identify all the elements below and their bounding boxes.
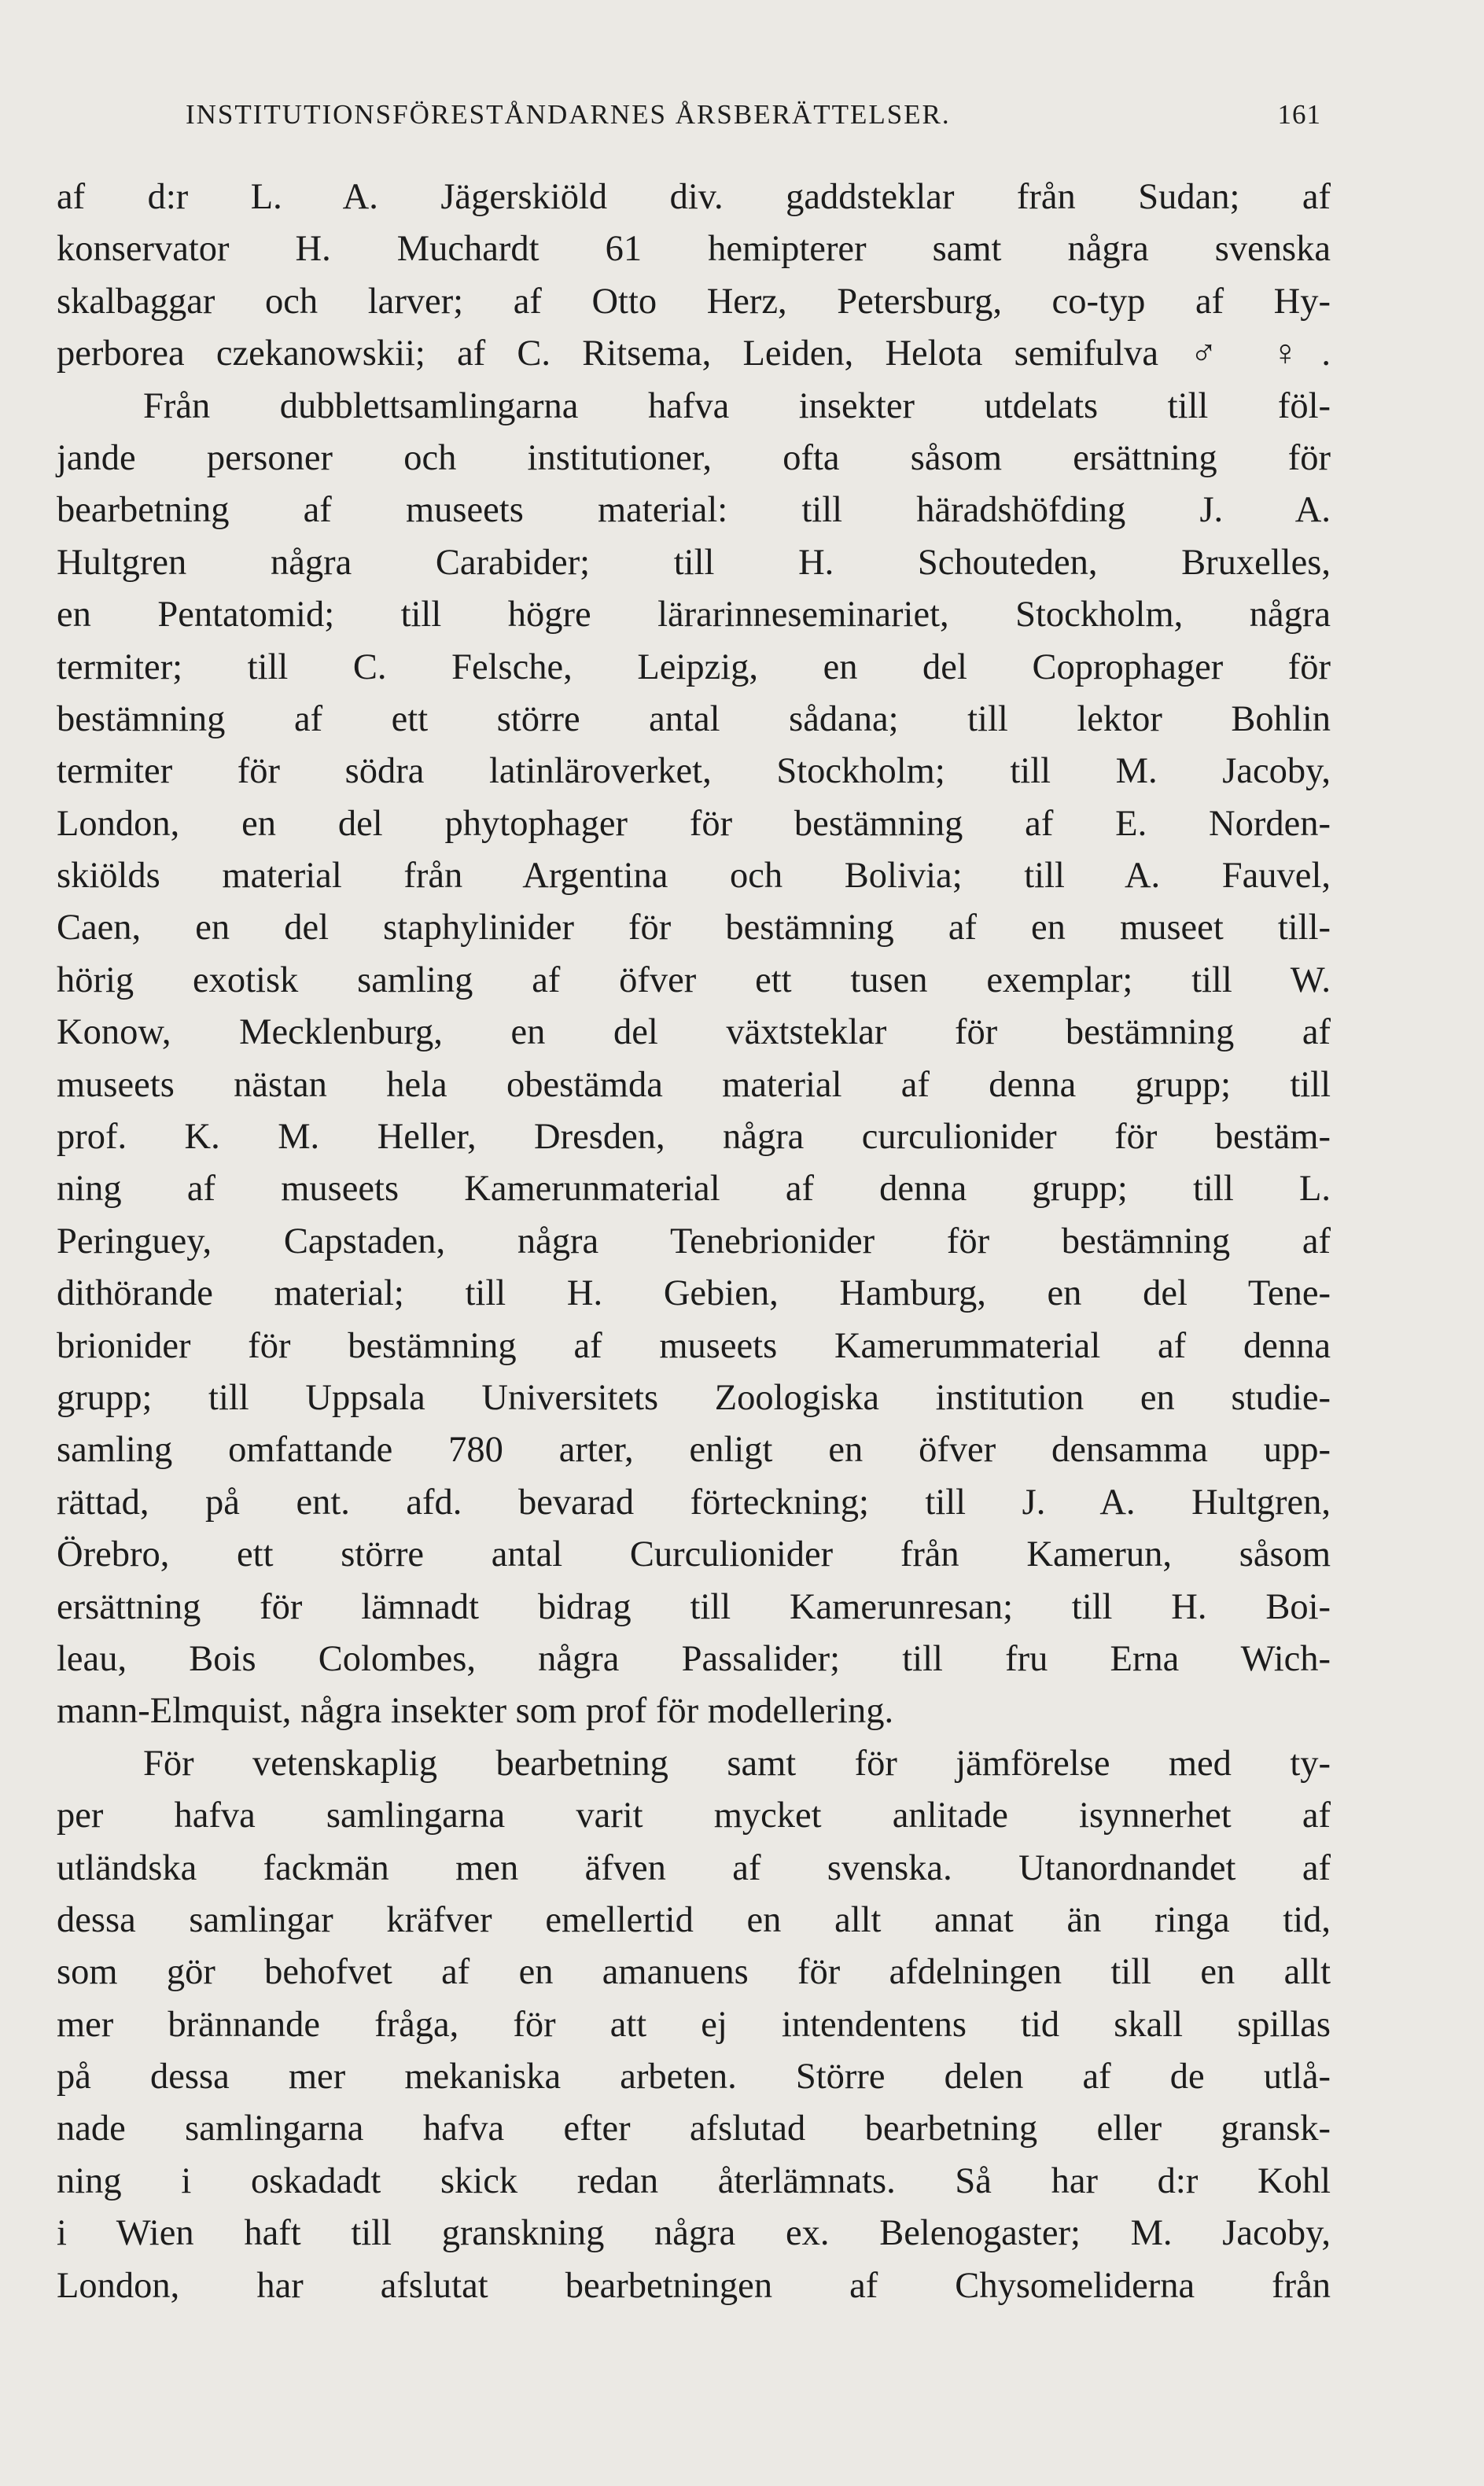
text-line: på dessa mer mekaniska arbeten. Större delen af de utlå-	[57, 2057, 1331, 2097]
text-line: rättad, på ent. afd. bevarad förteckning; till J. A. Hultgren,	[57, 1482, 1331, 1523]
text-line: grupp; till Uppsala Universitets Zoologiska institution en studie-	[57, 1377, 1331, 1418]
text-line: ning af museets Kamerunmaterial af denna grupp; till L.	[57, 1169, 1331, 1210]
text-line: termiter för södra latinläroverket, Stockholm; till M. Jacoby,	[57, 751, 1331, 792]
text-line: ersättning för lämnadt bidrag till Kamerunresan; till H. Boi-	[57, 1586, 1331, 1627]
text-line: prof. K. M. Heller, Dresden, några curculionider för bestäm-	[57, 1117, 1331, 1158]
text-line: jande personer och institutioner, ofta såsom ersättning för	[57, 437, 1331, 478]
text-line: Peringuey, Capstaden, några Tenebrionider för bestämning af	[57, 1221, 1331, 1261]
text-line: en Pentatomid; till högre lärarinneseminariet, Stockholm, några	[57, 595, 1331, 635]
text-line: i Wien haft till granskning några ex. Belenogaster; M. Jacoby,	[57, 2213, 1331, 2254]
text-line: dithörande material; till H. Gebien, Hamburg, en del Tene-	[57, 1273, 1331, 1314]
text-line: London, en del phytophager för bestämning af E. Norden-	[57, 803, 1331, 844]
text-line: af d:r L. A. Jägerskiöld div. gaddsteklar från Sudan; af	[57, 177, 1331, 217]
text-line: som gör behofvet af en amanuens för afdelningen till en allt	[57, 1952, 1331, 1993]
text-line: termiter; till C. Felsche, Leipzig, en del Coprophager för	[57, 646, 1331, 687]
text-line: konservator H. Muchardt 61 hemipterer samt några svenska	[57, 229, 1331, 270]
text-line: dessa samlingar kräfver emellertid en allt annat än ringa tid,	[57, 1899, 1331, 1940]
text-line: London, har afslutat bearbetningen af Chysomeliderna från	[57, 2265, 1331, 2306]
text-line: Hultgren några Carabider; till H. Schouteden, Bruxelles,	[57, 542, 1331, 583]
body-text	[57, 171, 1331, 2312]
text-line: bestämning af ett större antal sådana; till lektor Bohlin	[57, 698, 1331, 739]
running-title: INSTITUTIONSFÖRESTÅNDARNES ÅRSBERÄTTELSER.	[186, 99, 951, 130]
text-line: utländska fackmän men äfven af svenska. Utanordnandet af	[57, 1847, 1331, 1888]
text-line: mer brännande fråga, för att ej intendentens tid skall spillas	[57, 2004, 1331, 2045]
text-line: hörig exotisk samling af öfver ett tusen exemplar; till W.	[57, 959, 1331, 1000]
text-line: samling omfattande 780 arter, enligt en öfver densamma upp-	[57, 1430, 1331, 1471]
text-line: brionider för bestämning af museets Kamerummaterial af denna	[57, 1325, 1331, 1366]
text-line: leau, Bois Colombes, några Passalider; till fru Erna Wich-	[57, 1638, 1331, 1679]
running-header	[186, 99, 1321, 131]
text-line: per hafva samlingarna varit mycket anlitade isynnerhet af	[57, 1795, 1331, 1836]
text-line: Konow, Mecklenburg, en del växtsteklar för bestämning af	[57, 1012, 1331, 1053]
text-line: bearbetning af museets material: till häradshöfding J. A.	[57, 490, 1331, 531]
text-line: För vetenskaplig bearbetning samt för jämförelse med ty-	[143, 1743, 1331, 1784]
text-line: Örebro, ett större antal Curculionider från Kamerun, såsom	[57, 1534, 1331, 1575]
text-line: mann-Elmquist, några insekter som prof för modellering.	[57, 1691, 894, 1732]
text-line: Caen, en del staphylinider för bestämning af en museet till-	[57, 908, 1331, 948]
text-line: nade samlingarna hafva efter afslutad bearbetning eller gransk-	[57, 2108, 1331, 2149]
page-number: 161	[1277, 99, 1321, 130]
text-line: ning i oskadadt skick redan återlämnats. Så har d:r Kohl	[57, 2160, 1331, 2201]
text-line: skiölds material från Argentina och Bolivia; till A. Fauvel,	[57, 856, 1331, 897]
text-line: Från dubblettsamlingarna hafva insekter utdelats till föl-	[143, 385, 1331, 426]
text-line: museets nästan hela obestämda material af denna grupp; till	[57, 1064, 1331, 1105]
text-line: perborea czekanowskii; af C. Ritsema, Leiden, Helota semifulva ♂ ♀.	[57, 333, 1331, 374]
text-line: skalbaggar och larver; af Otto Herz, Petersburg, co-typ af Hy-	[57, 281, 1331, 322]
